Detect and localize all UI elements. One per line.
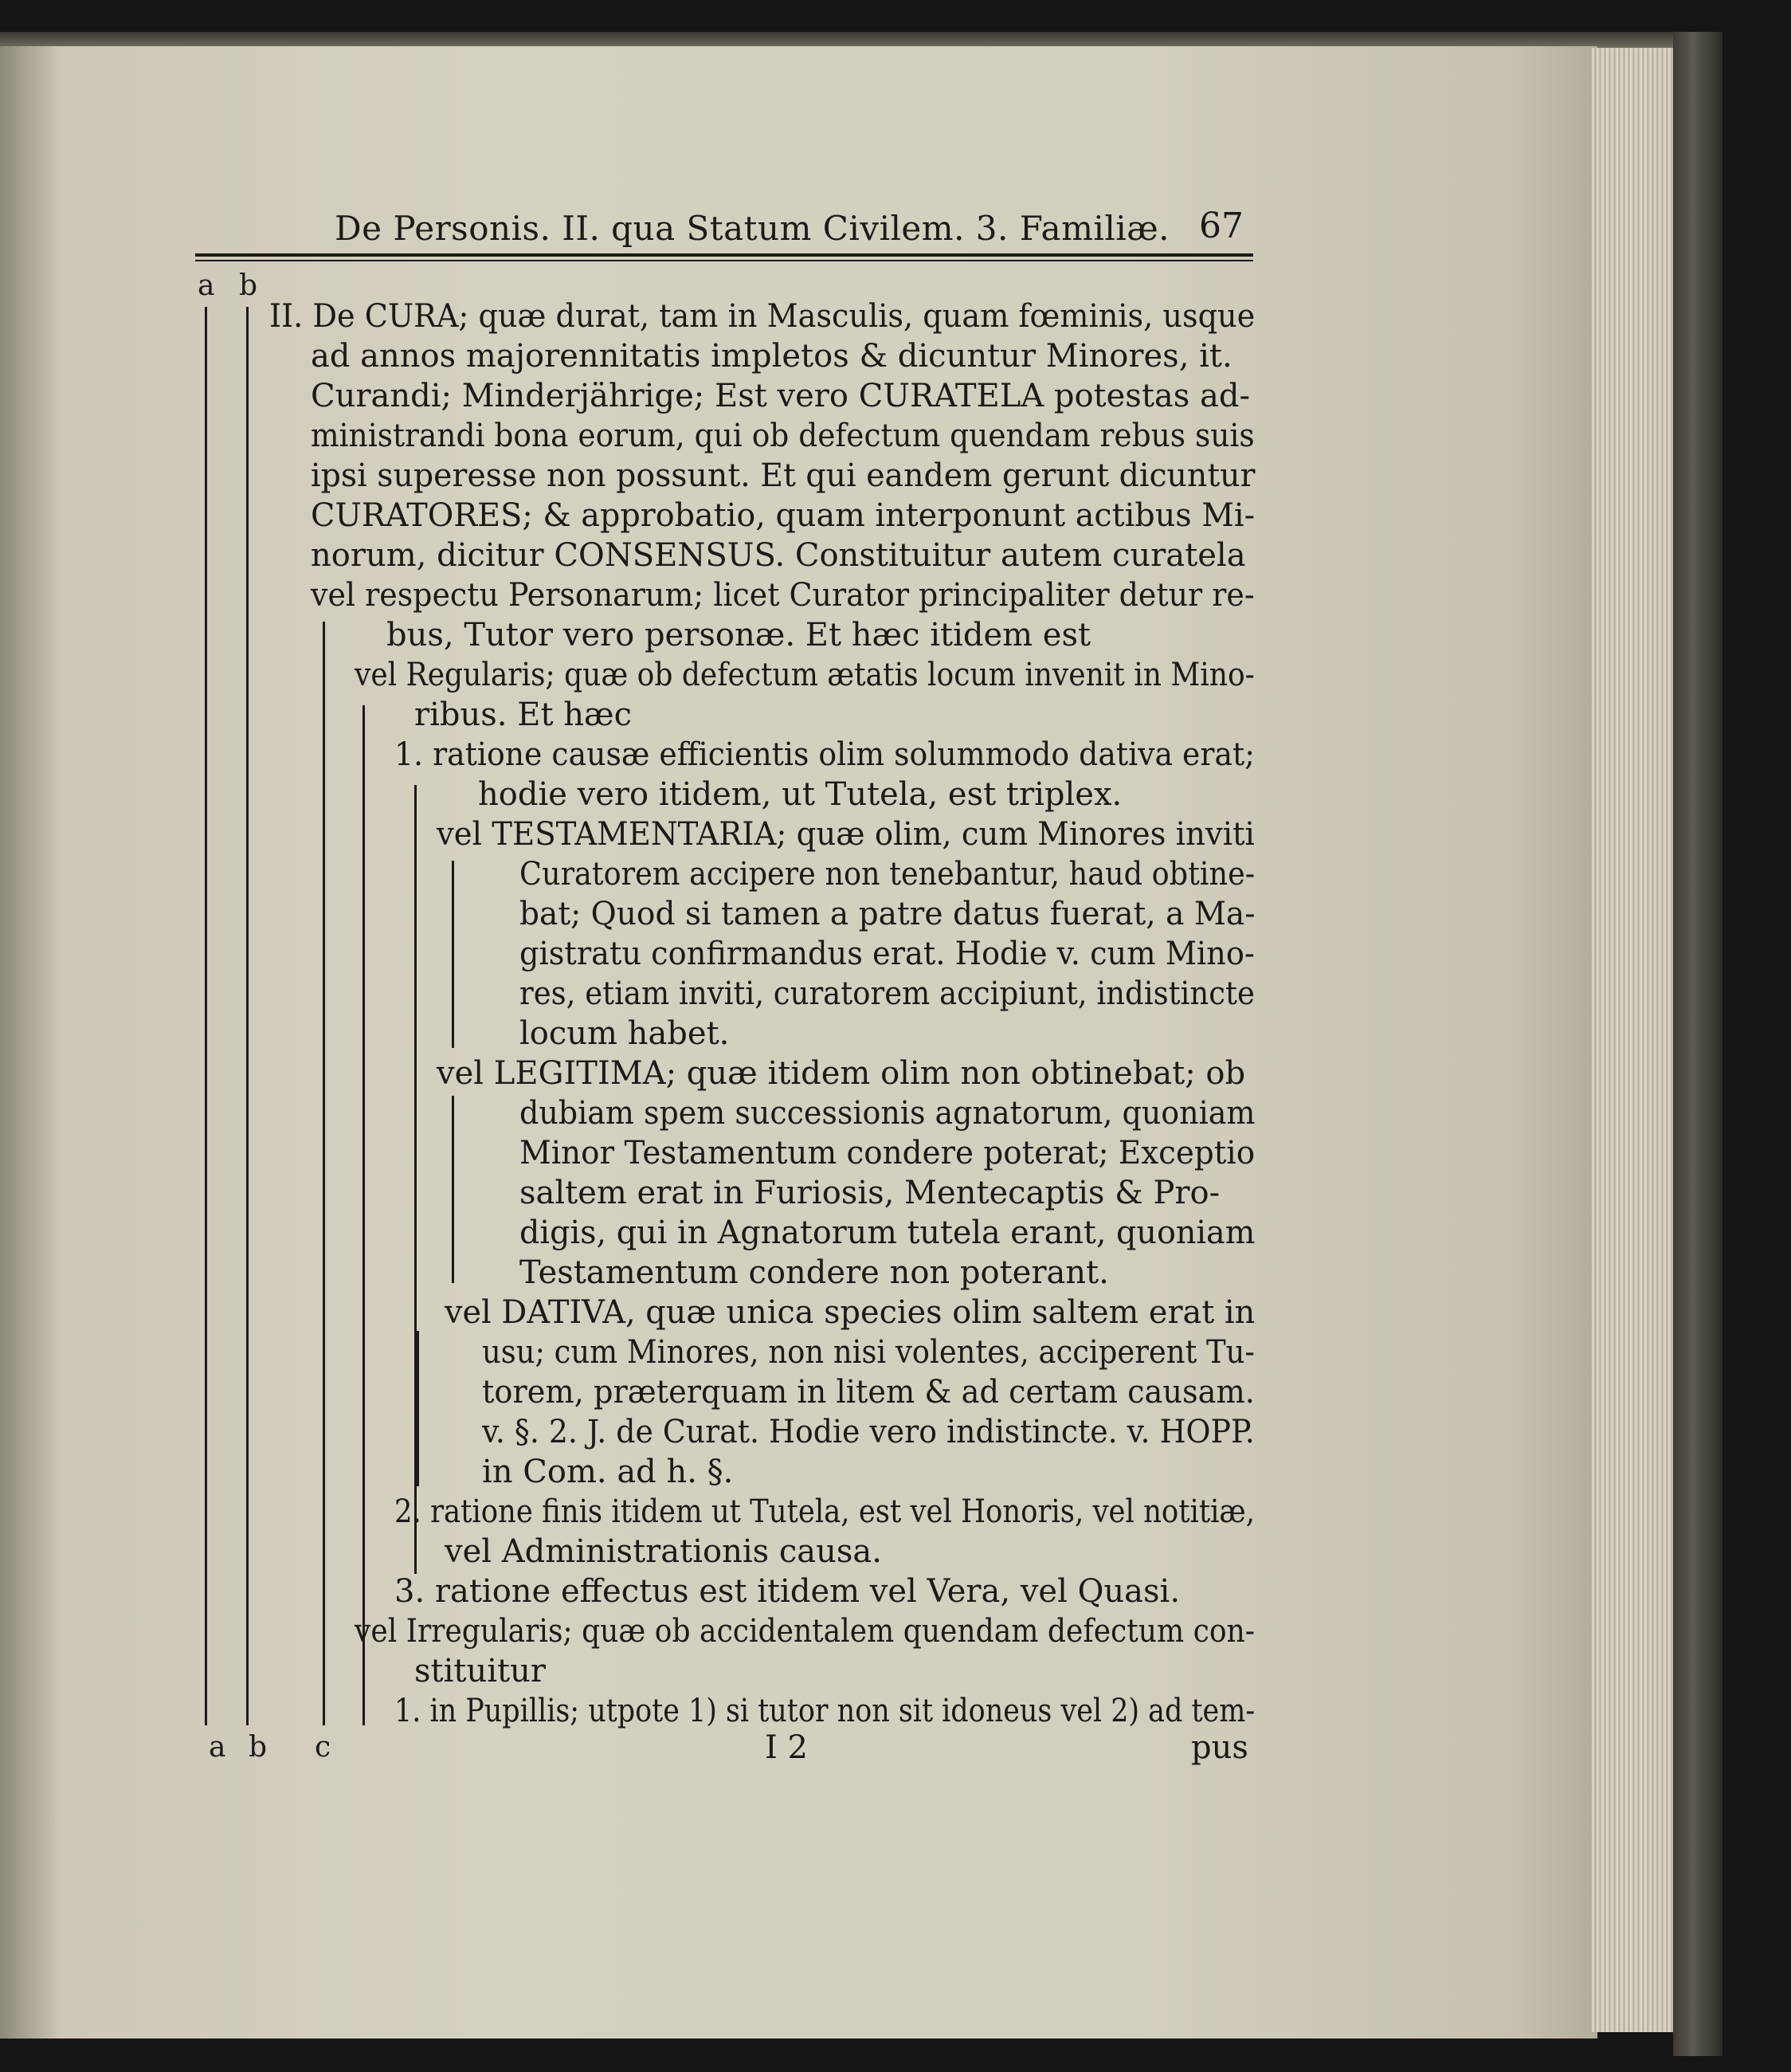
text-line-23: saltem erat in Furiosis, Mentecaptis & Pro- — [519, 1175, 1221, 1211]
text-line-9: bus, Tutor vero personæ. Et hæc itidem est — [386, 617, 1091, 653]
text-line-16: bat; Quod si tamen a patre datus fuerat, a Ma- — [519, 896, 1256, 932]
column-letter-b-top: b — [239, 269, 258, 302]
column-letter-a-bottom: a — [209, 1731, 226, 1764]
running-title: De Personis. II. qua Statum Civilem. 3. Familiæ. — [335, 209, 1170, 248]
text-line-8: vel respectu Personarum; licet Curator principaliter detur re- — [311, 577, 1255, 614]
page-edges — [1592, 48, 1675, 2032]
text-line-10: vel Regularis; quæ ob defectum ætatis locum invenit in Mino- — [355, 657, 1255, 693]
bracket-line-g — [452, 1096, 454, 1283]
text-line-31: 2. ratione finis itidem ut Tutela, est vel Honoris, vel notitiæ, — [394, 1493, 1255, 1530]
header-rule-thin — [195, 260, 1253, 261]
text-line-12: 1. ratione causæ efficientis olim solummodo dativa erat; — [394, 736, 1255, 773]
text-line-22: Minor Testamentum condere poterat; Exceptio — [519, 1135, 1256, 1171]
bracket-line-a — [205, 307, 207, 1725]
text-line-34: vel Irregularis; quæ ob accidentalem quendam defectum con- — [355, 1613, 1255, 1650]
text-line-18: res, etiam inviti, curatorem accipiunt, indistincte — [519, 975, 1255, 1012]
text-line-21: dubiam spem successionis agnatorum, quoniam — [519, 1095, 1256, 1132]
gutter-shadow — [0, 46, 56, 2039]
text-line-26: vel DATIVA, quæ unica species olim saltem erat in — [445, 1294, 1256, 1331]
text-line-5: ipsi superesse non possunt. Et qui eandem gerunt dicuntur — [311, 457, 1256, 494]
book-cover-edge — [1673, 32, 1722, 2056]
text-line-1: II. De CURA; quæ durat, tam in Masculis, quam fœminis, usque — [269, 298, 1256, 335]
text-line-17: gistratu confirmandus erat. Hodie v. cum Mino- — [519, 936, 1255, 972]
catchword: pus — [1191, 1729, 1248, 1766]
bracket-line-i — [414, 1530, 417, 1558]
bracket-line-h — [417, 1331, 419, 1486]
column-letter-a-top: a — [198, 269, 215, 302]
column-letter-b-bottom: b — [249, 1731, 268, 1764]
bracket-line-f — [452, 861, 454, 1048]
text-line-19: locum habet. — [519, 1015, 730, 1052]
bracket-line-c — [323, 622, 325, 1725]
column-letter-c-bottom: c — [315, 1731, 331, 1764]
text-line-29: v. §. 2. J. de Curat. Hodie vero indistincte. v. HOPP. — [482, 1414, 1255, 1450]
text-line-20: vel LEGITIMA; quæ itidem olim non obtinebat; ob — [437, 1055, 1246, 1092]
text-line-30: in Com. ad h. §. — [482, 1454, 734, 1490]
page-number: 67 — [1199, 206, 1244, 246]
text-line-11: ribus. Et hæc — [414, 697, 632, 733]
text-line-7: norum, dicitur CONSENSUS. Constituitur autem curatela — [311, 537, 1246, 574]
text-line-32: vel Administrationis causa. — [445, 1533, 882, 1570]
text-line-6: CURATORES; & approbatio, quam interponunt actibus Mi- — [311, 497, 1256, 534]
text-line-28: torem, præterquam in litem & ad certam causam. — [482, 1374, 1255, 1411]
text-line-13: hodie vero itidem, ut Tutela, est triplex. — [478, 776, 1123, 813]
text-line-2: ad annos majorennitatis impletos & dicuntur Minores, it. — [311, 338, 1233, 375]
text-line-35: stituitur — [414, 1653, 546, 1689]
bracket-line-d — [363, 705, 365, 1725]
text-line-25: Testamentum condere non poterant. — [519, 1254, 1109, 1291]
text-line-36: 1. in Pupillis; utpote 1) si tutor non sit idoneus vel 2) ad tem- — [394, 1693, 1256, 1729]
text-line-24: digis, qui in Agnatorum tutela erant, quoniam — [519, 1215, 1256, 1251]
text-line-4: ministrandi bona eorum, qui ob defectum quendam rebus suis — [311, 418, 1255, 454]
text-line-27: usu; cum Minores, non nisi volentes, acciperent Tu- — [482, 1334, 1255, 1371]
text-line-33: 3. ratione effectus est itidem vel Vera, vel Quasi. — [394, 1573, 1181, 1610]
text-line-14: vel TESTAMENTARIA; quæ olim, cum Minores inviti — [437, 816, 1255, 853]
header-rule — [195, 253, 1253, 257]
bracket-line-b — [246, 307, 249, 1725]
text-line-15: Curatorem accipere non tenebantur, haud obtine- — [519, 856, 1256, 893]
signature-mark: I 2 — [765, 1729, 808, 1766]
text-line-3: Curandi; Minderjährige; Est vero CURATELA potestas ad- — [311, 378, 1250, 414]
